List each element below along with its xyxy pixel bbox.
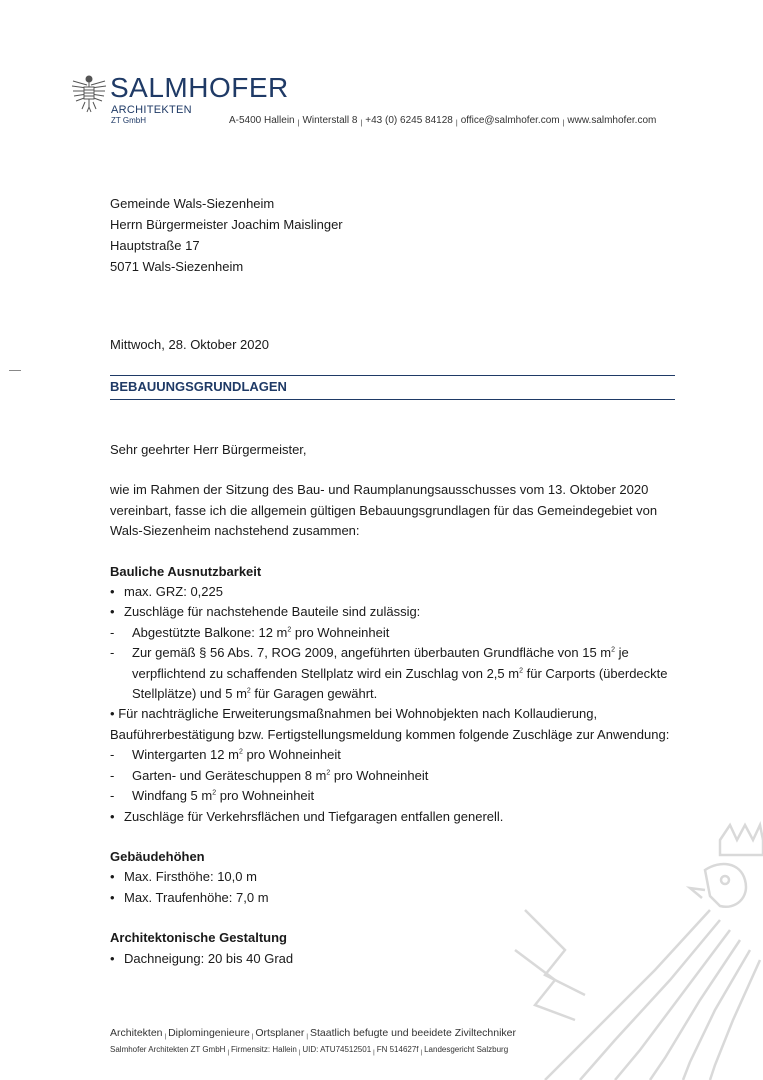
footer-item: UID: ATU74512501 (302, 1045, 372, 1054)
recipient-line: Gemeinde Wals-Siezenheim (110, 196, 275, 211)
list-item-text: Zur gemäß § 56 Abs. 7, ROG 2009, angeführten überbauten Grundfläche von 15 m (132, 645, 612, 661)
list-item (110, 807, 675, 827)
dash-char: - (110, 747, 115, 763)
separator: | (373, 1050, 375, 1056)
contact-phone: +43 (0) 6245 84128 (365, 115, 453, 126)
superscript: 2 (611, 646, 616, 654)
subject-rule-top (110, 375, 675, 376)
list-item (110, 643, 675, 704)
list-item (110, 602, 675, 622)
superscript: 2 (287, 626, 292, 634)
brand-subtitle: ARCHITEKTEN (111, 104, 192, 116)
section-heading: Architektonische Gestaltung (110, 930, 287, 946)
list-item-text: Garten- und Geräteschuppen 8 m (132, 767, 327, 783)
list-item-text: Wintergarten 12 m (132, 747, 239, 763)
recipient-line: Hauptstraße 17 (110, 238, 200, 253)
dash-char: - (110, 767, 115, 783)
subject-line: BEBAUUNGSGRUNDLAGEN (110, 379, 287, 394)
list-item-text: pro Wohneinheit (216, 788, 315, 804)
list-item (110, 745, 675, 765)
bullet-char: • (110, 950, 115, 966)
superscript: 2 (246, 687, 251, 695)
separator: | (360, 120, 363, 127)
list-item-text: Dachneigung: 20 bis 40 Grad (124, 950, 294, 966)
list-item-text: pro Wohneinheit (330, 767, 429, 783)
superscript: 2 (326, 769, 331, 777)
bullet-char: • (110, 604, 115, 620)
bullet-char: • (110, 808, 115, 824)
bullet-char: • (110, 584, 115, 600)
letter-date: Mittwoch, 28. Oktober 2020 (110, 337, 269, 352)
brand-legal-form: ZT GmbH (111, 116, 146, 125)
list-item-text: pro Wohneinheit (242, 747, 341, 763)
list-item-text: Max. Traufenhöhe: 7,0 m (124, 889, 269, 905)
list-item-text: Zuschläge für Verkehrsflächen und Tiefgaragen entfallen generell. (124, 808, 504, 824)
separator: | (420, 1050, 423, 1056)
footer-item: Salmhofer Architekten ZT GmbH (110, 1045, 226, 1054)
superscript: 2 (212, 789, 217, 797)
separator: | (298, 1050, 301, 1056)
recipient-address (110, 193, 343, 277)
list-item (110, 888, 675, 908)
list-item-text: Abgestützte Balkone: 12 m (132, 624, 288, 640)
letter-body (110, 440, 675, 969)
contact-line (229, 115, 656, 126)
contact-address: A-5400 Hallein (229, 115, 295, 126)
list-item (110, 623, 675, 643)
recipient-line: 5071 Wals-Siezenheim (110, 259, 244, 274)
list-item (110, 786, 675, 806)
footer-item: Diplomingenieure (168, 1027, 250, 1039)
list-item-text: je verpflichtend zu schaffenden Stellplatz wird ein Zuschlag von 2,5 m (132, 645, 629, 681)
footer-item: Architekten (110, 1027, 163, 1039)
list-item-text: für Garagen gewährt. (250, 686, 378, 702)
list-item-text: Für nachträgliche Erweiterungsmaßnahmen bei Wohnobjekten nach Kollaudierung, Bauführerbestätigung bzw. Fertigstellungsmeldung kommen folgende Zuschläge zur Anwendung: (110, 706, 670, 742)
fold-mark (9, 370, 21, 371)
contact-website[interactable]: www.salmhofer.com (567, 115, 657, 126)
list-item-text: Zuschläge für nachstehende Bauteile sind zulässig: (124, 604, 421, 620)
eagle-logo-icon (70, 73, 108, 113)
separator: | (251, 1034, 254, 1040)
brand-name: SALMHOFER (110, 72, 289, 103)
footer-item: Landesgericht Salzburg (424, 1045, 509, 1054)
list-item (110, 766, 675, 786)
bullet-char: • (110, 869, 115, 885)
footer-item: Firmensitz: Hallein (231, 1045, 297, 1054)
contact-email[interactable]: office@salmhofer.com (460, 115, 560, 126)
separator: | (306, 1034, 308, 1040)
superscript: 2 (519, 667, 523, 675)
separator: | (164, 1034, 167, 1040)
bullet-char: • (110, 889, 115, 905)
section-heading: Bauliche Ausnutzbarkeit (110, 563, 262, 579)
list-item-text: Max. Firsthöhe: 10,0 m (124, 869, 257, 885)
list-item-text: Windfang 5 m (132, 788, 213, 804)
separator: | (297, 120, 300, 127)
subject-rule-bottom (110, 399, 675, 400)
list-item-text: für Carports (überdeckte Stellplätze) und 5 m (132, 665, 668, 702)
footer-legal (110, 1045, 508, 1054)
separator: | (227, 1050, 230, 1056)
footer-item: Staatlich befugte und beeidete Ziviltechniker (309, 1027, 517, 1039)
list-item (110, 949, 675, 969)
list-item (110, 582, 675, 602)
superscript: 2 (238, 748, 243, 756)
separator: | (455, 120, 458, 127)
dash-char: - (110, 645, 115, 661)
list-item-text: max. GRZ: 0,225 (124, 584, 223, 600)
list-item-text: pro Wohneinheit (291, 624, 390, 640)
salutation: Sehr geehrter Herr Bürgermeister, (110, 442, 307, 457)
bullet-char: • (110, 706, 115, 722)
footer-item: Ortsplaner (255, 1027, 305, 1039)
list-item (110, 704, 675, 745)
dash-char: - (110, 624, 115, 640)
separator: | (562, 120, 565, 127)
intro-paragraph: wie im Rahmen der Sitzung des Bau- und Raumplanungsausschusses vom 13. Oktober 2020 vereinbart, fasse ich die allgemein gültigen Bebauungsgrundlagen für das Gemeindegebiet von Wals-Siezenheim nachstehend zusammen: (110, 482, 658, 539)
dash-char: - (110, 788, 115, 804)
recipient-line: Herrn Bürgermeister Joachim Maislinger (110, 217, 343, 232)
section-heading: Gebäudehöhen (110, 848, 205, 864)
contact-street: Winterstall 8 (302, 115, 358, 126)
list-item (110, 867, 675, 887)
footer-item: FN 514627f (376, 1045, 419, 1054)
footer-professions (110, 1027, 516, 1039)
